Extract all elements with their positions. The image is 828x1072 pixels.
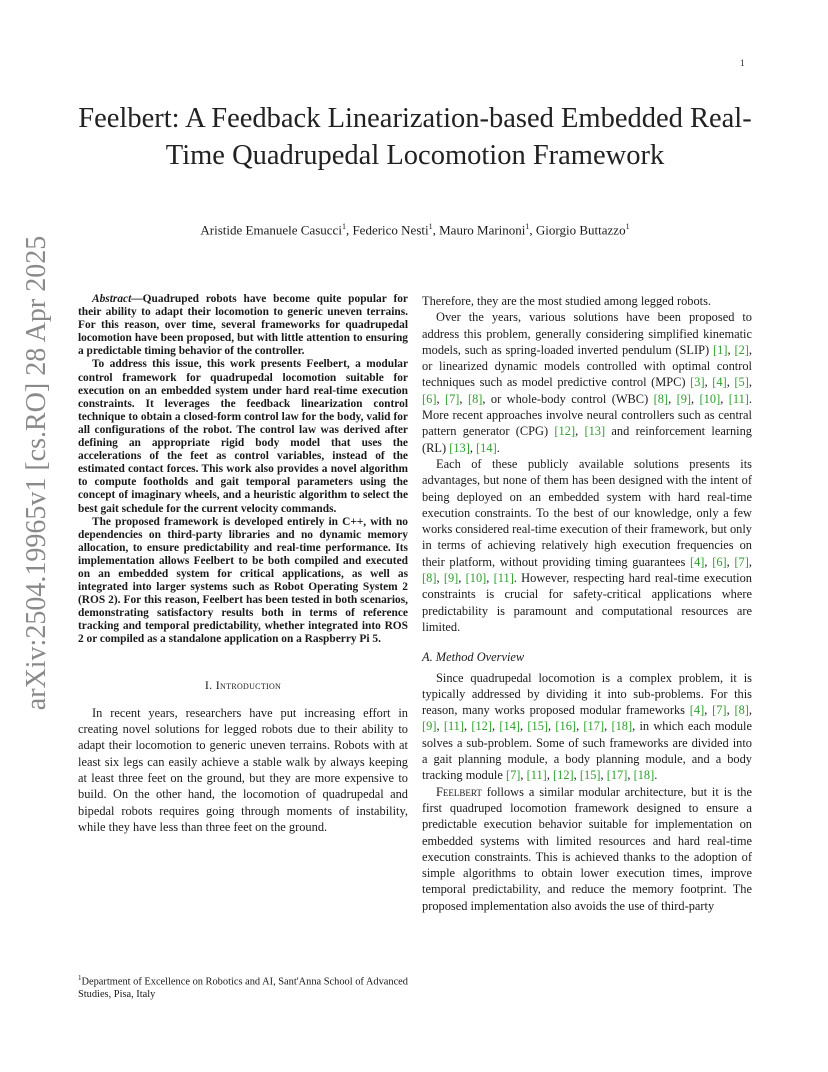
citation-link[interactable]: [9] [422, 719, 437, 734]
citation-link[interactable]: [1] [713, 342, 728, 357]
citation-link[interactable]: [7] [712, 703, 727, 718]
citation-link[interactable]: [7] [444, 391, 460, 406]
citation-link[interactable]: [7] [505, 768, 521, 783]
abstract [78, 293, 408, 647]
author-name: Aristide Emanuele Casucci [200, 222, 342, 238]
citation-link[interactable]: [18] [611, 719, 633, 734]
abstract-paragraph: Abstract—Quadruped robots have become quite popular for their ability to adapt their locomotion to generic uneven terrains. For this reason, over time, several frameworks for quadrupedal locomotion have been proposed, but with little attention to ensuring a predictable timing behavior of the controller. [78, 293, 408, 358]
citation-link[interactable]: [12] [554, 424, 576, 439]
footnote-text: Department of Excellence on Robotics and AI, Sant'Anna School of Advanced Studies, Pisa, Italy [78, 976, 408, 1001]
citation-link[interactable]: [10] [699, 391, 721, 406]
citation-link[interactable]: [11] [443, 719, 464, 734]
framework-name: Feelbert [436, 784, 482, 799]
author-affiliation-mark: 1 [428, 222, 433, 231]
citation-link[interactable]: [8] [467, 391, 483, 406]
citation-link[interactable]: [14] [499, 719, 521, 734]
author-name: Giorgio Buttazzo [535, 222, 626, 238]
citation-link[interactable]: [2] [734, 342, 749, 357]
arxiv-identifier-stamp [0, 0, 60, 1072]
citation-link[interactable]: [6] [422, 391, 437, 406]
citation-link[interactable]: [5] [734, 375, 749, 390]
citation-link[interactable]: [15] [527, 719, 549, 734]
author-affiliation-mark: 1 [341, 222, 346, 231]
citation-link[interactable]: [8] [422, 571, 437, 586]
abstract-paragraph: To address this issue, this work presents Feelbert, a modular control framework for quadrupedal locomotion suitable for execution on an embedded system under hard real-time execution constraints. It leverages the feedback linearization control technique to obtain a closed-form control law for the body, valid for all configurations of the robot. The control law was derived after defining an appropriate rigid body model that uses the accelerations of the feet as control variables, instead of the estimated contact forces. This work also provides a novel algorithm to compute footholds and gait temporal parameters using the concept of imaginary wheels, and a heuristic algorithm to select the best gait schedule for the current velocity commands. [78, 358, 408, 515]
body-paragraph: Therefore, they are the most studied among legged robots. [422, 294, 712, 308]
citation-link[interactable]: [10] [465, 571, 487, 586]
arxiv-identifier-text: arXiv:2504.19965v1 [cs.RO] 28 Apr 2025 [21, 235, 52, 711]
right-column [422, 293, 752, 914]
citation-link[interactable]: [14] [476, 440, 497, 455]
body-paragraph: Since quadrupedal locomotion is a complex problem, it is typically addressed by dividing it into sub-problems. For this reason, many works proposed modular frameworks [4], [7], [8], [9], [11], [12], [14], [15], [16], [17], [18], in which each module solves a sub-problem. Some of such frameworks are divided into a gait planning module, a body planning module, and a body tracking module [7], [11], [12], [15], [17], [18]. [422, 670, 752, 783]
citation-link[interactable]: [16] [555, 719, 577, 734]
body-paragraph: Over the years, various solutions have been proposed to address this problem, generally considering simplified kinematic models, such as spring-loaded inverted pendulum (SLIP) [1], [2], or linearized dynamic models controlled with optimal control techniques such as model predictive control (MPC) [3], [4], [5], [6], [7], [8], or whole-body control (WBC) [8], [9], [10], [11]. More recent approaches involve neural controllers such as central pattern generator (CPG) [12], [13] and reinforcement learning (RL) [13], [14]. [422, 310, 753, 455]
citation-link[interactable]: [8] [653, 391, 669, 406]
paper-title: Feelbert: A Feedback Linearization-based Embedded Real-Time Quadrupedal Locomotion Framework [78, 103, 752, 171]
citation-link[interactable]: [17] [606, 768, 628, 783]
citation-link[interactable]: [15] [579, 768, 601, 783]
author-affiliation-mark: 1 [625, 222, 630, 231]
page-number: 1 [740, 58, 745, 68]
affiliation-footnote [78, 972, 408, 1001]
abstract-paragraph: The proposed framework is developed entirely in C++, with no dependencies on third-party libraries and no dynamic memory allocation, to ensure predictability and real-time performance. Its implementation allows Feelbert to be both compiled and executed on an embedded system for critical applications, as well as integrated into larger systems such as Robot Operating System 2 (ROS 2). For this reason, Feelbert has been tested in both scenarios, demonstrating satisfactory results both in terms of reference tracking and temporal predictability, whether integrated into ROS 2 or compiled as a standalone application on a Raspberry Pi 5. [78, 515, 408, 646]
citation-link[interactable]: [9] [676, 391, 692, 406]
citation-link[interactable]: [4] [689, 554, 705, 569]
author-name: Federico Nesti [352, 222, 429, 238]
author-name: Mauro Marinoni [439, 222, 526, 238]
citation-link[interactable]: [11] [728, 391, 749, 406]
body-paragraph: In recent years, researchers have put increasing effort in creating novel solutions for legged robots due to their ability to adapt their locomotion to generic uneven terrains. Robots with at least six legs can easily achieve a stable walk by always keeping at least three feet on the ground, but they are more expensive to build. On the other hand, the locomotion of quadrupedal and bipedal robots requires going through moments of instability, while they have less than three feet on the ground. [78, 705, 408, 834]
section-heading-introduction: I. Introduction [204, 677, 282, 692]
citation-link[interactable]: [18] [633, 768, 655, 783]
citation-link[interactable]: [12] [553, 768, 574, 783]
citation-link[interactable]: [17] [583, 719, 605, 734]
citation-link[interactable]: [7] [734, 554, 749, 569]
citation-link[interactable]: [11] [526, 768, 547, 783]
footnote-mark: 1 [78, 974, 82, 982]
citation-link[interactable]: [6] [712, 554, 727, 569]
subsection-heading-method-overview: A. Method Overview [422, 650, 525, 665]
citation-link[interactable]: [13] [449, 440, 470, 455]
body-paragraph: Feelbert follows a similar modular architecture, but it is the first quadruped locomotion framework designed to ensure a predictable execution behavior suitable for implementation on embedded systems with limited resources and hard real-time execution constraints. This is achieved thanks to the adoption of simple algorithms to obtain lower execution times, improve temporal predictability, and reduce the memory footprint. The proposed implementation also avoids the use of third-party [422, 784, 752, 913]
author-list: Aristide Emanuele Casucci$^1$, Federico Nesti$^1$, Mauro Marinoni$^1$, Giorgio Buttazzo$^1$ [200, 222, 630, 238]
citation-link[interactable]: [4] [689, 703, 705, 718]
body-paragraph: Each of these publicly available solutions presents its advantages, but none of them has been designed with the intent of being deployed on an embedded system with hard real-time execution constraints. To the best of our knowledge, only a few works considered real-time execution of their framework, but only in terms of achieving relatively high execution frequencies on their platform, without providing timing guarantees [4], [6], [7], [8], [9], [10], [11]. However, respecting hard real-time execution constraints is crucial for safety-critical applications where predictability is paramount and computational resources are limited. [422, 456, 753, 634]
citation-link[interactable]: [11] [493, 571, 514, 586]
citation-link[interactable]: [3] [690, 375, 705, 390]
abstract-label: Abstract [92, 293, 132, 305]
left-column [78, 293, 408, 835]
citation-link[interactable]: [9] [443, 571, 459, 586]
citation-link[interactable]: [4] [712, 375, 727, 390]
citation-link[interactable]: [13] [584, 424, 606, 439]
author-affiliation-mark: 1 [525, 222, 530, 231]
citation-link[interactable]: [8] [734, 703, 749, 718]
citation-link[interactable]: [12] [471, 719, 493, 734]
